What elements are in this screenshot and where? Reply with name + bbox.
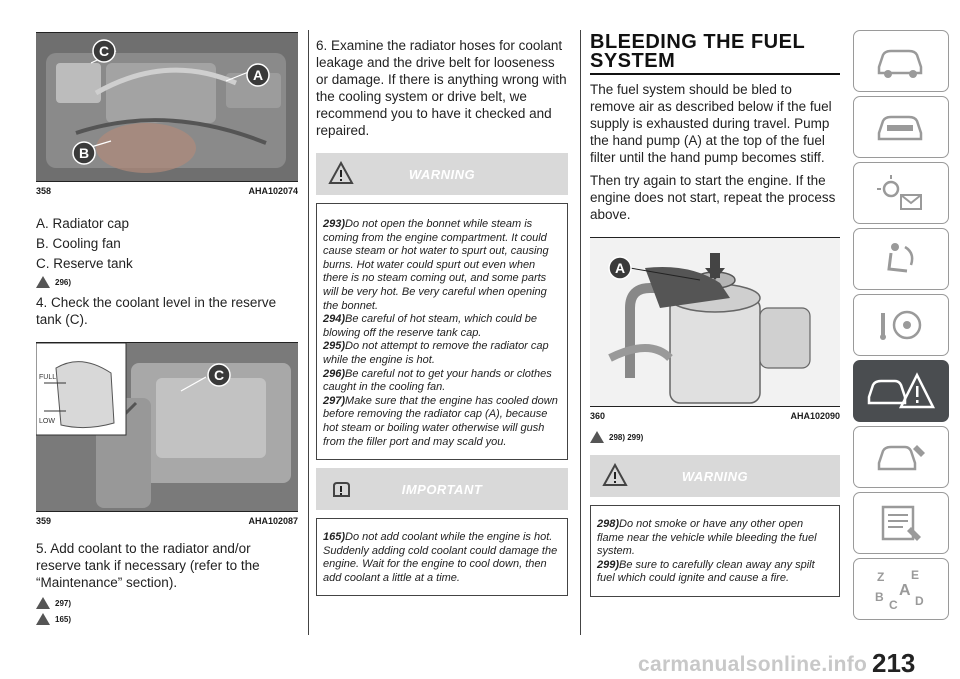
tab-maintenance[interactable] xyxy=(853,426,949,488)
index-letters-icon xyxy=(871,567,931,611)
warning-triangle-icon xyxy=(602,463,628,487)
important-ref-165[interactable]: 165) xyxy=(36,613,298,625)
svg-text:B: B xyxy=(875,590,884,604)
warning-299: 299)Be sure to carefully clean away any spilt fuel which could ignite and cause a fire. xyxy=(597,558,815,585)
figure-360-fuel-filter xyxy=(590,237,840,407)
svg-text:A: A xyxy=(899,582,911,599)
maintenance-icon xyxy=(873,437,929,477)
svg-text:A: A xyxy=(614,260,626,276)
svg-text:A: A xyxy=(252,67,264,83)
important-165: 165)Do not add coolant while the engine is hot. Suddenly adding cold coolant could damage the engine. Wait for the engine to cool down, then add coolant a little at a time. xyxy=(323,531,558,584)
fig359-label-c xyxy=(208,364,230,386)
car-info-icon xyxy=(873,41,929,81)
tab-technical-data[interactable] xyxy=(853,492,949,554)
figure-code: AHA102090 xyxy=(790,411,840,421)
svg-text:C: C xyxy=(213,367,225,383)
warning-triangle-icon xyxy=(36,276,50,288)
warning-295: 295)Do not attempt to remove the radiator cap while the engine is hot. xyxy=(323,340,549,366)
fig358-label-a xyxy=(247,64,269,86)
warning-ref-296[interactable]: 296) xyxy=(36,276,298,288)
warning-298: 298)Do not smoke or have any other open flame near the vehicle while bleeding the fuel system. xyxy=(597,518,817,558)
reserve-tank-illustration xyxy=(36,343,298,512)
warning-title: WARNING xyxy=(681,468,749,484)
low-label: LOW xyxy=(39,418,55,425)
figure-number: 360 xyxy=(590,411,606,421)
legend-item-a: A. Radiator cap xyxy=(36,216,130,231)
column-middle xyxy=(316,37,568,596)
dashboard-car-icon xyxy=(873,107,929,147)
important-title: IMPORTANT xyxy=(401,481,483,497)
figure-code: AHA102087 xyxy=(248,516,298,526)
warning-ref-297[interactable]: 297) xyxy=(36,597,298,609)
svg-text:Z: Z xyxy=(877,570,885,584)
column-right xyxy=(590,33,840,597)
tab-safety-seats[interactable] xyxy=(853,228,949,290)
figure-358-caption xyxy=(36,186,298,196)
tab-starting-driving[interactable] xyxy=(853,294,949,356)
fig358-label-c xyxy=(93,40,115,62)
section-heading: BLEEDING THE FUEL SYSTEM xyxy=(590,33,840,75)
figure-number: 359 xyxy=(36,516,52,526)
warning-297: 297)Make sure that the engine has cooled down before removing the radiator cap (A), because hot steam or boiling water otherwise will gush from the filler port and may scald you. xyxy=(323,394,558,448)
column-divider xyxy=(308,30,309,635)
svg-text:C: C xyxy=(98,43,110,59)
engine-bay-illustration xyxy=(36,33,298,182)
warning-refs-298-299[interactable]: 298) 299) xyxy=(590,431,840,443)
important-box xyxy=(316,518,568,596)
warning-band xyxy=(590,455,840,497)
column-left xyxy=(36,32,298,629)
seat-airbag-icon xyxy=(873,239,929,279)
fig360-label-a xyxy=(609,257,631,279)
emergency-warning-icon xyxy=(865,369,937,413)
svg-text:C: C xyxy=(889,598,898,611)
warning-triangle-icon xyxy=(328,161,354,185)
step-4-text: 4. Check the coolant level in the reserve tank (C). xyxy=(36,295,277,327)
warning-title: WARNING xyxy=(408,166,476,182)
step-5-text: 5. Add coolant to the radiator and/or reserve tank if necessary (refer to the “Maintenance” section). xyxy=(36,541,260,590)
tab-dashboard[interactable] xyxy=(853,96,949,158)
page-number: 213 xyxy=(872,648,916,678)
important-band xyxy=(316,468,568,510)
svg-text:E: E xyxy=(911,568,920,582)
step-6-text: 6. Examine the radiator hoses for coolant leakage and the drive belt for looseness or damage. If there is anything wrong with the cooling system or drive belt, we recommend you to have it checked and repaired. xyxy=(316,38,567,138)
hand-caution-icon xyxy=(328,476,354,500)
warning-box xyxy=(316,203,568,460)
figure-code: AHA102074 xyxy=(248,186,298,196)
figure-359-caption xyxy=(36,516,298,526)
watermark: carmanualsonline.info xyxy=(638,653,868,676)
fuel-filter-illustration xyxy=(590,238,840,407)
warning-box xyxy=(590,505,840,597)
tab-index[interactable] xyxy=(853,558,949,620)
legend-item-b: B. Cooling fan xyxy=(36,236,121,251)
figure-359-reserve-tank xyxy=(36,342,298,512)
warning-triangle-icon xyxy=(36,597,50,609)
svg-text:D: D xyxy=(915,594,924,608)
warning-triangle-icon xyxy=(36,613,50,625)
legend-item-c: C. Reserve tank xyxy=(36,256,133,271)
tab-car-info[interactable] xyxy=(853,30,949,92)
figure-360-caption xyxy=(590,411,840,421)
warning-296: 296)Be careful not to get your hands or clothes caught in the cooling fan. xyxy=(323,367,552,394)
technical-data-icon xyxy=(873,503,929,543)
warning-band xyxy=(316,153,568,195)
svg-text:B: B xyxy=(78,145,90,161)
fig358-label-b xyxy=(73,142,95,164)
warning-293: 293)Do not open the bonnet while steam is coming from the engine compartment. It could cause steam or hot water to spurt out, causing burns. Hot water could spurt out even when there is no steam coming out, and some parts will be very hot. Be very careful when opening the bonnet. xyxy=(323,218,549,312)
figure-number: 358 xyxy=(36,186,52,196)
figure-358-engine-bay xyxy=(36,32,298,182)
warning-triangle-icon xyxy=(590,431,604,443)
bleeding-paragraph-1: The fuel system should be bled to remove air as described below if the fuel supply is exhausted during travel. Pump the hand pump (A) at the top of the fuel filter until the hand pump becomes stiff. xyxy=(590,82,832,165)
steering-start-icon xyxy=(873,305,929,345)
tab-emergency[interactable] xyxy=(853,360,949,422)
chapter-tabs xyxy=(853,30,953,624)
full-label: FULL xyxy=(39,374,57,381)
warning-294: 294)Be careful of hot steam, which could be blowing off the reserve tank cap. xyxy=(323,313,538,339)
tab-safety-lights[interactable] xyxy=(853,162,949,224)
safety-light-icon xyxy=(873,173,929,213)
column-divider xyxy=(580,30,581,635)
bleeding-paragraph-2: Then try again to start the engine. If the engine does not start, repeat the process above. xyxy=(590,173,836,222)
